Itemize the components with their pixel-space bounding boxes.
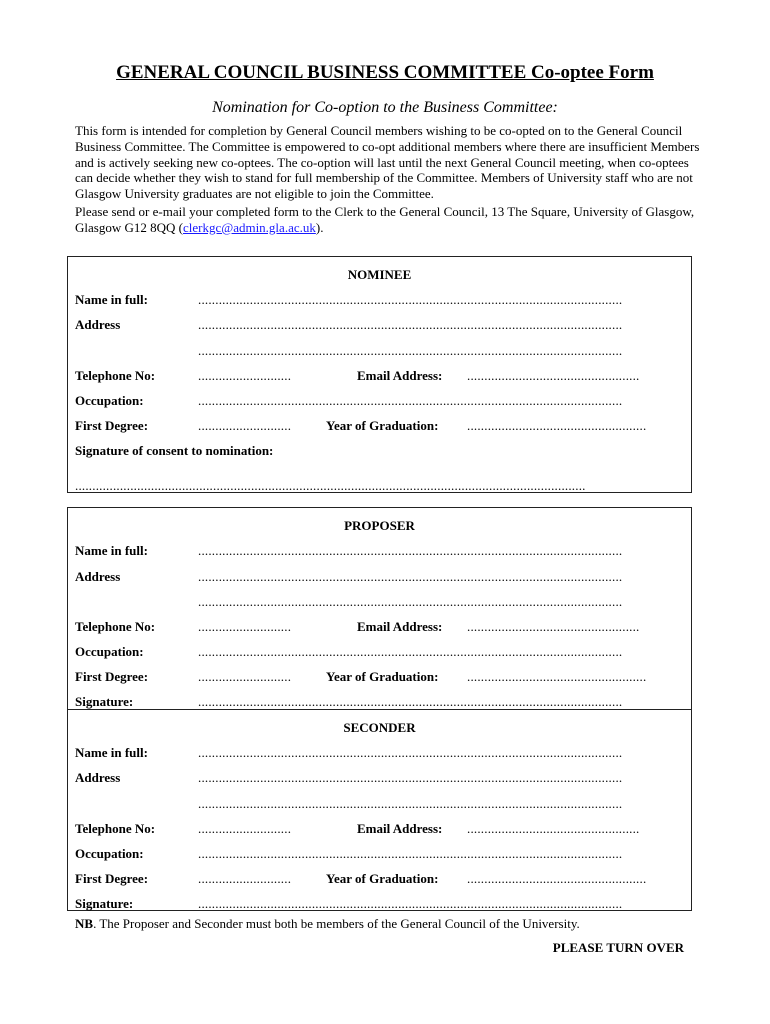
nominee-telephone-field[interactable]: ........................... xyxy=(198,368,292,383)
proposer-phone-row xyxy=(75,619,695,635)
proposer-address-field-1[interactable]: ........................................................................................................................... xyxy=(198,569,623,584)
occupation-label: Occupation: xyxy=(75,644,144,659)
seconder-signature-field[interactable]: ........................................................................................................................... xyxy=(198,896,623,911)
name-label: Name in full: xyxy=(75,292,148,307)
nominee-degree-row xyxy=(75,418,695,434)
signature-label: Signature: xyxy=(75,694,134,709)
nb-label: NB xyxy=(75,916,94,931)
intro-text xyxy=(75,123,700,236)
proposer-name-field[interactable]: ........................................................................................................................... xyxy=(198,543,623,558)
signature-label: Signature: xyxy=(75,896,134,911)
seconder-heading: SECONDER xyxy=(343,720,416,735)
first-degree-label: First Degree: xyxy=(75,418,149,433)
address-label: Address xyxy=(75,770,121,785)
name-label: Name in full: xyxy=(75,745,148,760)
nominee-email-field[interactable]: .................................................. xyxy=(467,368,640,383)
clerk-email-link[interactable]: clerkgc@admin.gla.ac.uk xyxy=(182,219,316,235)
nominee-address-field-2[interactable]: ........................................................................................................................... xyxy=(198,343,623,358)
seconder-first-degree-field[interactable]: ........................... xyxy=(198,871,292,886)
occupation-label: Occupation: xyxy=(75,846,144,861)
proposer-signature-field[interactable]: ........................................................................................................................... xyxy=(198,694,623,709)
proposer-telephone-field[interactable]: ........................... xyxy=(198,619,292,634)
name-label: Name in full: xyxy=(75,543,148,558)
seconder-year-field[interactable]: .................................................... xyxy=(467,871,647,886)
nominee-occupation-field[interactable]: ........................................................................................................................... xyxy=(198,393,623,408)
first-degree-label: First Degree: xyxy=(75,871,149,886)
seconder-phone-row xyxy=(75,821,695,837)
signature-consent-label: Signature of consent to nomination: xyxy=(75,443,274,458)
nominee-consent-signature-field[interactable]: .................................................................................................................................................... xyxy=(75,478,586,493)
address-label: Address xyxy=(75,317,121,332)
nominee-phone-row xyxy=(75,368,695,384)
seconder-name-field[interactable]: ........................................................................................................................... xyxy=(198,745,623,760)
email-label: Email Address: xyxy=(357,821,443,836)
email-label: Email Address: xyxy=(357,368,443,383)
telephone-label: Telephone No: xyxy=(75,821,156,836)
page-subtitle: Nomination for Co-option to the Business Committee: xyxy=(212,99,558,116)
nominee-first-degree-field[interactable]: ........................... xyxy=(198,418,292,433)
address-label: Address xyxy=(75,569,121,584)
proposer-email-field[interactable]: .................................................. xyxy=(467,619,640,634)
intro-paragraph-2 xyxy=(75,204,700,236)
year-graduation-label: Year of Graduation: xyxy=(326,418,439,433)
occupation-label: Occupation: xyxy=(75,393,144,408)
nominee-heading: NOMINEE xyxy=(347,267,412,282)
telephone-label: Telephone No: xyxy=(75,368,156,383)
seconder-degree-row xyxy=(75,871,695,887)
proposer-address-field-2[interactable]: ........................................................................................................................... xyxy=(198,594,623,609)
year-graduation-label: Year of Graduation: xyxy=(326,871,439,886)
seconder-address-field-2[interactable]: ........................................................................................................................... xyxy=(198,796,623,811)
intro-paragraph-2-end: ). xyxy=(315,219,324,235)
nominee-name-field[interactable]: ........................................................................................................................... xyxy=(198,292,623,307)
intro-paragraph-2-start: Please send or e-mail your completed form to the Clerk to the General Council, 13 The Square, University of Glasgow, Glasgow G12 8QQ ( xyxy=(75,203,695,235)
nominee-address-field-1[interactable]: ........................................................................................................................... xyxy=(198,317,623,332)
proposer-degree-row xyxy=(75,669,695,685)
telephone-label: Telephone No: xyxy=(75,619,156,634)
first-degree-label: First Degree: xyxy=(75,669,149,684)
seconder-occupation-field[interactable]: ........................................................................................................................... xyxy=(198,846,623,861)
seconder-address-field-1[interactable]: ........................................................................................................................... xyxy=(198,770,623,785)
proposer-year-field[interactable]: .................................................... xyxy=(467,669,647,684)
proposer-occupation-field[interactable]: ........................................................................................................................... xyxy=(198,644,623,659)
nb-text: . The Proposer and Seconder must both be members of the General Council of the University. xyxy=(93,916,580,931)
proposer-first-degree-field[interactable]: ........................... xyxy=(198,669,292,684)
intro-paragraph-1: This form is intended for completion by General Council members wishing to be co-opted on to the General Council Business Committee. The Committee is empowered to co-opt additional members where there are insufficient Members and is actively seeking new co-optees. The co-option will last until the next General Council meeting, when co-optees can decide whether they wish to stand for full membership of the Committee. Members of University staff who are not Glasgow University graduates are not eligible to join the Committee. xyxy=(75,123,700,202)
please-turn-over: PLEASE TURN OVER xyxy=(552,940,684,955)
year-graduation-label: Year of Graduation: xyxy=(326,669,439,684)
page-title: GENERAL COUNCIL BUSINESS COMMITTEE Co-optee Form xyxy=(116,62,654,83)
nominee-year-field[interactable]: .................................................... xyxy=(467,418,647,433)
seconder-email-field[interactable]: .................................................. xyxy=(467,821,640,836)
email-label: Email Address: xyxy=(357,619,443,634)
seconder-telephone-field[interactable]: ........................... xyxy=(198,821,292,836)
proposer-heading: PROPOSER xyxy=(344,518,415,533)
nb-note xyxy=(75,916,580,932)
